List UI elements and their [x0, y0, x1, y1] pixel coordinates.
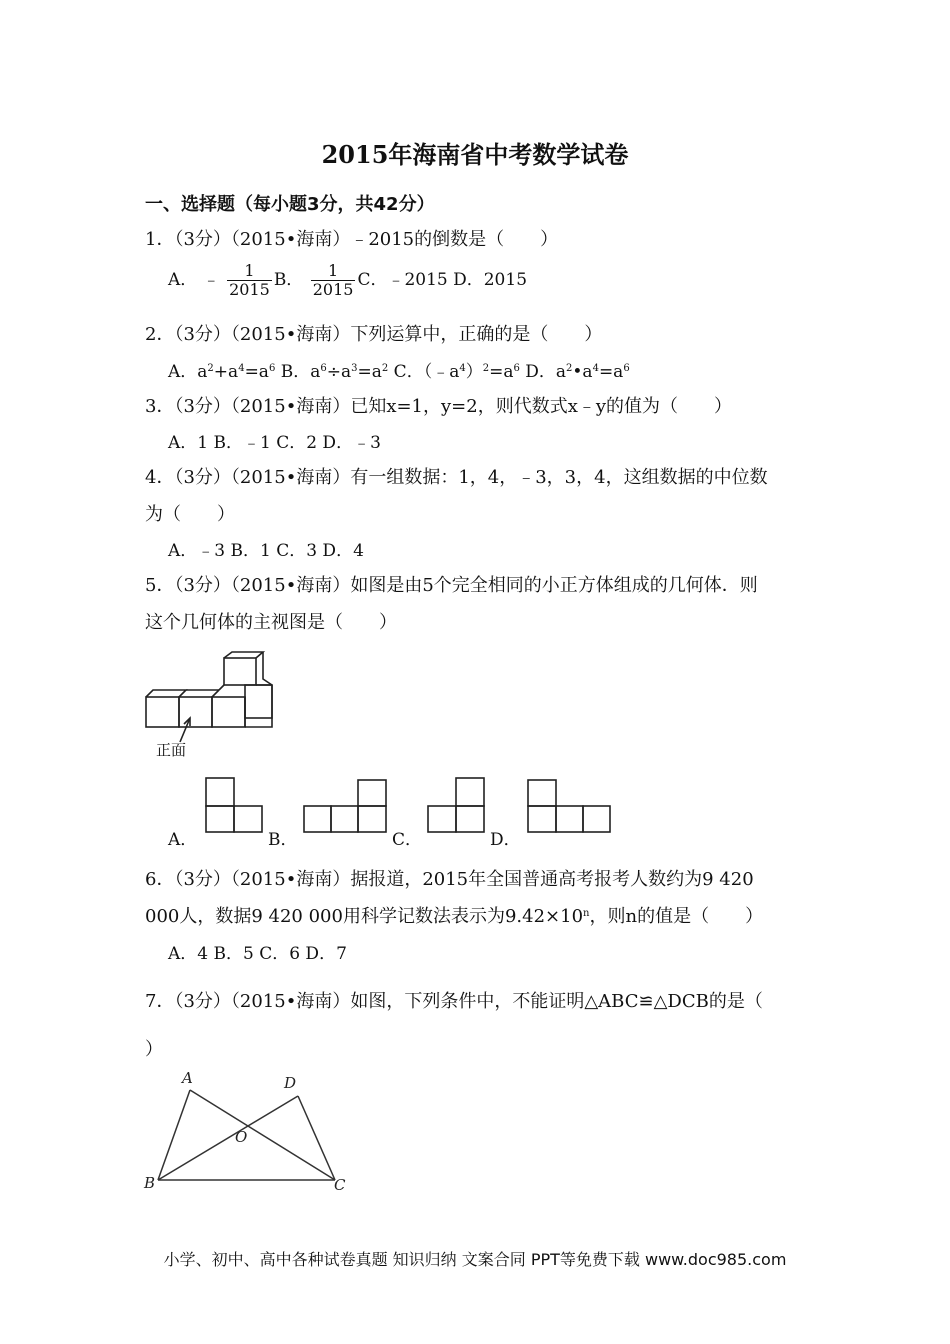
segment-ab: [158, 1090, 190, 1180]
q2-exp: 2: [207, 363, 214, 374]
q2-text: C．（﹣a: [388, 362, 460, 382]
question-3-options: A．1 B．﹣1 C．2 D．﹣3: [168, 433, 381, 453]
question-4-options: A．﹣3 B．1 C．3 D．4: [168, 541, 364, 561]
q1-fraction-b-numerator: 1: [311, 262, 356, 281]
q2-text: ÷a: [326, 362, 352, 382]
q1-fraction-numerator: 1: [227, 262, 272, 281]
question-1-stem: 1．（3分）（2015•海南）﹣2015的倒数是（ ）: [145, 229, 559, 250]
question-7-stem-line2: ）: [145, 1039, 163, 1060]
page-title: 2015年海南省中考数学试卷: [321, 140, 629, 169]
q2-exp: 2: [482, 363, 490, 374]
segment-ac: [190, 1090, 335, 1180]
q2-exp: 2: [566, 363, 573, 374]
q5-option-a-label: A．: [168, 830, 198, 850]
q2-text: =a: [357, 362, 382, 382]
q1-fraction: [227, 262, 272, 299]
q2-text: D．a: [519, 362, 567, 382]
q6-line2-pre: 000人，数据9 420 000用科学记数法表示为9.42×10: [145, 906, 584, 927]
question-6-options: A．4 B．5 C．6 D．7: [168, 944, 347, 964]
q2-text: A．a: [168, 362, 208, 382]
question-5-stem-line2: 这个几何体的主视图是（ ）: [145, 612, 397, 633]
point-label-a: A: [182, 1069, 193, 1087]
cube-solid-figure: [140, 650, 310, 765]
question-5-stem-line1: 5．（3分）（2015•海南）如图是由5个完全相同的小正方体组成的几何体．则: [145, 575, 758, 596]
q5-option-d-figure: [527, 779, 613, 837]
triangle-figure: [140, 1068, 360, 1198]
question-4-stem-line2: 为（ ）: [145, 504, 235, 525]
q2-exp: 6: [623, 363, 630, 374]
q2-exp: 6: [513, 363, 520, 374]
question-6-stem-line2: [145, 902, 763, 928]
q2-exp: 6: [268, 363, 276, 374]
q2-text: ）: [465, 362, 483, 382]
q2-text: B．a: [275, 362, 321, 382]
q1-options-rest: C．﹣2015 D．2015: [357, 270, 528, 290]
point-label-d: D: [284, 1074, 297, 1092]
q5-option-b-label: B．: [268, 830, 298, 850]
question-1-options: [168, 262, 527, 299]
segment-cd: [298, 1096, 335, 1180]
point-label-c: C: [334, 1176, 346, 1194]
q5-option-a-figure: [205, 777, 265, 837]
q6-exponent: n: [583, 908, 590, 919]
q2-exp: 4: [592, 363, 599, 374]
q2-text: =a: [598, 362, 624, 382]
footer-banner: 小学、初中、高中各种试卷真题 知识归纳 文案合同 PPT等免费下载 www.doc985.com: [163, 1250, 787, 1269]
q1-fraction-b-denominator: 2015: [312, 280, 354, 299]
question-2-stem: 2．（3分）（2015•海南）下列运算中，正确的是（ ）: [145, 324, 603, 345]
question-3-stem: 3．（3分）（2015•海南）已知x=1，y=2，则代数式x﹣y的值为（ ）: [145, 396, 733, 417]
q5-option-b-figure: [303, 779, 389, 837]
q2-exp: 4: [459, 363, 466, 374]
point-label-b: B: [144, 1174, 156, 1192]
q1-option-b-label: B．: [273, 270, 304, 290]
q2-text: •a: [572, 362, 593, 382]
q1-fraction-denominator: 2015: [229, 280, 270, 299]
front-label: 正面: [156, 741, 187, 759]
q2-text: =a: [244, 362, 269, 382]
q2-exp: 6: [320, 363, 327, 374]
q2-exp: 4: [238, 363, 245, 374]
q5-option-d-label: D．: [490, 830, 521, 850]
segment-bd: [158, 1096, 298, 1180]
question-2-options: [168, 357, 630, 382]
section-heading: 一、选择题（每小题3分，共42分）: [145, 194, 435, 215]
q1-fraction-b: [311, 262, 356, 299]
question-4-stem-line1: 4．（3分）（2015•海南）有一组数据：1，4，﹣3，3，4，这组数据的中位数: [145, 467, 768, 488]
q2-exp: 3: [351, 363, 358, 374]
q5-option-c-figure: [427, 777, 487, 837]
q1-option-a-label: A．: [168, 270, 198, 290]
point-label-o: O: [235, 1128, 248, 1146]
q2-text: +a: [213, 362, 239, 382]
q1-option-a-sign: ﹣: [202, 270, 220, 290]
q5-option-c-label: C．: [392, 830, 423, 850]
q2-exp: 2: [381, 363, 389, 374]
q2-text: =a: [489, 362, 514, 382]
question-6-stem-line1: 6．（3分）（2015•海南）据报道，2015年全国普通高考报考人数约为9 420: [145, 869, 754, 890]
q6-line2-post: ，则n的值是（ ）: [589, 906, 764, 927]
question-7-stem-line1: 7．（3分）（2015•海南）如图，下列条件中，不能证明△ABC≌△DCB的是（: [145, 991, 763, 1012]
